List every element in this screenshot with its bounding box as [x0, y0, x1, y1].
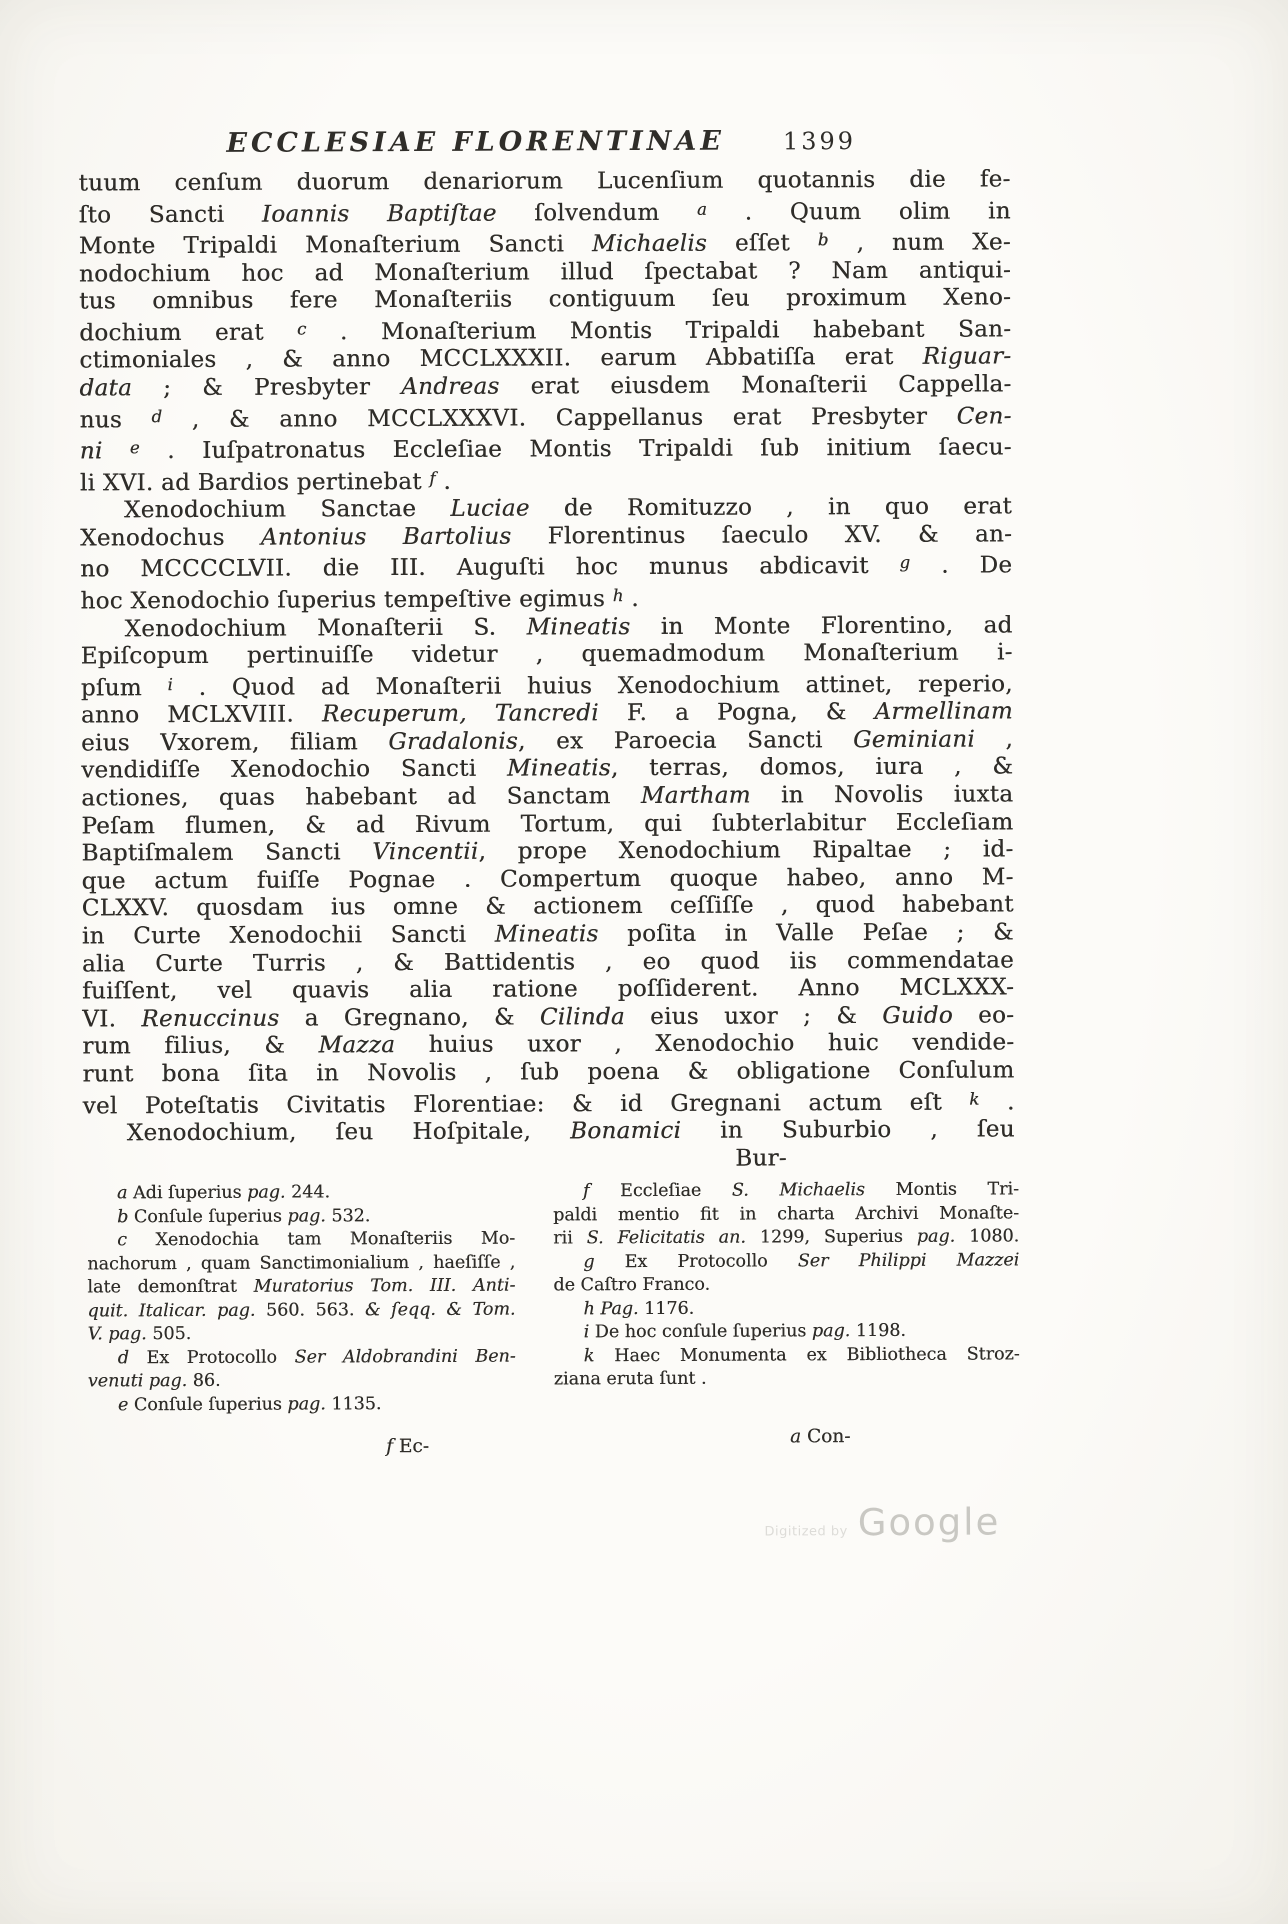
roman-text: in Suburbio , ſeu	[681, 1116, 1015, 1144]
roman-text: no MCCCCLVII. die III. Auguſti hoc munus abdicavit	[80, 553, 900, 583]
roman-text: ,	[974, 726, 1014, 753]
italic-text: Cen-	[956, 402, 1012, 430]
italic-text: pag.	[247, 1182, 286, 1203]
roman-text: VI.	[82, 1005, 142, 1033]
footnote-h	[553, 1296, 1019, 1322]
italic-text: Armellinam	[874, 698, 1013, 726]
text-line	[79, 371, 1011, 403]
text-line	[82, 1057, 1014, 1089]
italic-text: Antonius Bartolius	[260, 523, 512, 551]
italic-text: Cilinda	[539, 1003, 625, 1031]
roman-text: vendidiſſe Xenodochio Sancti	[81, 756, 508, 784]
roman-text: Xenodochium Sanctae	[123, 496, 451, 524]
roman-text: .	[979, 1088, 1015, 1116]
text-line	[87, 1298, 515, 1323]
roman-text: Conſule ſuperius	[128, 1206, 288, 1227]
italic-text: h	[583, 1298, 595, 1319]
roman-text: Peſam flumen, & ad Rivum Tortum, qui ſubterlabitur Eccleſiam	[81, 809, 1014, 840]
roman-text: erat eiusdem Monaſterii Cappella-	[499, 371, 1012, 400]
footnote-e	[88, 1392, 516, 1417]
roman-text: Xenodochium, ſeu Hoſpitale,	[126, 1118, 571, 1147]
roman-text: Baptiſmalem Sancti	[81, 839, 373, 867]
italic-text: Geminiani	[853, 726, 976, 753]
roman-text: li XVI. ad Bardios pertinebat	[79, 468, 430, 497]
text-line	[87, 1204, 515, 1229]
roman-text: F. a Pogna, &	[598, 699, 875, 727]
text-line	[553, 1178, 1019, 1204]
text-line	[81, 754, 1013, 786]
footnote-reference: d	[151, 406, 163, 426]
text-line	[554, 1319, 1020, 1345]
roman-text: .	[623, 585, 639, 613]
italic-text: Mazza	[318, 1032, 396, 1059]
roman-text: actiones, quas habebant ad Sanctam	[81, 783, 641, 812]
italic-text: k	[583, 1345, 595, 1366]
roman-text: dochium erat	[79, 319, 298, 347]
roman-text: rum filius, &	[82, 1032, 319, 1060]
text-line	[386, 1433, 429, 1461]
footnote-reference: g	[899, 553, 911, 573]
body-text	[79, 166, 1015, 1175]
roman-text: Florentinus ſaeculo XV. & an-	[511, 521, 1013, 550]
text-line	[80, 399, 1012, 435]
footnotes	[87, 1178, 1020, 1417]
roman-text: nus	[79, 406, 152, 434]
roman-text: eius uxor ; &	[624, 1002, 883, 1030]
italic-text: f	[582, 1181, 590, 1202]
roman-text: nachorum , quam Sanctimonialium , haeſiſſe ,	[87, 1252, 516, 1274]
text-line	[79, 257, 1011, 289]
text-line	[79, 166, 1011, 198]
text-line	[81, 699, 1013, 731]
italic-text: data	[79, 375, 133, 402]
roman-text: Eccleſiae	[589, 1180, 732, 1202]
text-line	[82, 892, 1014, 924]
roman-text: Ex Protocollo	[594, 1250, 798, 1272]
roman-text: 505.	[146, 1323, 192, 1345]
roman-text: . De	[910, 552, 1013, 580]
roman-text: , num Xe-	[828, 229, 1011, 257]
italic-text: f	[386, 1436, 394, 1458]
italic-text: Mineatis	[526, 613, 631, 641]
roman-text: de Romituzzo , in quo erat	[529, 493, 1013, 522]
roman-text: de Caſtro Franco.	[553, 1274, 711, 1296]
footnote-reference: e	[129, 438, 140, 458]
roman-text: Epiſcopum pertinuiſſe videtur , quemadmodum Monaſterium i-	[80, 639, 1013, 670]
text-line	[82, 1002, 1014, 1034]
paragraph	[80, 612, 1014, 1121]
roman-text: paldi mentio fit in charta Archivi Monaſte-	[553, 1202, 1020, 1225]
footnote-reference: h	[612, 586, 624, 606]
roman-text: ſolvendum	[496, 199, 698, 227]
roman-text: huius uxor , Xenodochio huic vendide-	[395, 1029, 1015, 1059]
text-line	[81, 726, 1013, 758]
text-line	[83, 1117, 1015, 1149]
italic-text: S. Michaelis	[731, 1180, 865, 1201]
footnote-reference: a	[696, 199, 708, 219]
watermark-brand: Google	[857, 1500, 1001, 1545]
footnote-reference: i	[167, 674, 174, 694]
roman-text: Conſule ſuperius	[128, 1394, 288, 1415]
italic-text: Ser Aldobrandini Ben-	[294, 1346, 516, 1368]
text-line	[79, 285, 1011, 317]
text-line	[81, 837, 1013, 869]
text-line	[80, 549, 1012, 585]
italic-text: Ioannis Baptiſtae	[261, 200, 497, 228]
text-line	[80, 612, 1012, 644]
roman-text: ziana eruta ſunt .	[553, 1368, 707, 1390]
text-line	[88, 1392, 516, 1417]
roman-text: rii	[553, 1228, 587, 1249]
roman-text: Bur-	[735, 1145, 787, 1172]
italic-text: Muratorius Tom. III. Anti-	[253, 1275, 516, 1297]
italic-text: Andreas	[401, 373, 500, 401]
text-line	[83, 1144, 1015, 1176]
roman-text: . Iuſpatronatus Eccleſiae Montis Tripaldi ſub initium ſaecu-	[139, 434, 1012, 465]
paragraph	[80, 494, 1013, 616]
roman-text: CLXXV. quosdam ius omne & actionem ceſſiſſe , quod habebant	[81, 891, 1014, 922]
text-line	[80, 431, 1012, 467]
roman-text: Ec-	[392, 1435, 430, 1458]
roman-text: 532.	[325, 1205, 371, 1226]
roman-text: De hoc conſule ſuperius	[589, 1321, 812, 1343]
italic-text: pag.	[287, 1205, 326, 1227]
paragraph	[79, 166, 1012, 497]
italic-text: pag.	[916, 1226, 956, 1247]
italic-text: pag.	[811, 1321, 851, 1342]
italic-text: S. Felicitatis an.	[586, 1227, 746, 1249]
text-line	[80, 580, 1012, 616]
italic-text: venuti pag.	[87, 1370, 188, 1392]
google-watermark	[764, 1500, 1000, 1544]
roman-text: eo-	[952, 1002, 1015, 1029]
italic-text: pag.	[287, 1393, 326, 1415]
italic-text: Recuperum, Tancredi	[321, 700, 599, 728]
roman-text	[102, 438, 129, 464]
text-line	[80, 462, 1012, 498]
roman-text: anno MCLXVIII.	[80, 701, 322, 729]
text-line	[82, 864, 1014, 896]
roman-text: 1198.	[850, 1320, 906, 1342]
italic-text: Gradalonis	[388, 728, 519, 755]
text-line	[79, 226, 1011, 262]
roman-text: , prope Xenodochium Ripaltae ; id-	[478, 836, 1014, 865]
roman-text: fuiſſent, vel quavis alia ratione poſſiderent. Anno MCLXXX-	[82, 974, 1015, 1005]
roman-text: in Curte Xenodochii Sancti	[81, 921, 495, 950]
italic-text: Michaelis	[591, 230, 708, 258]
italic-text: Martham	[640, 782, 751, 810]
footnotes-left-column	[87, 1181, 516, 1418]
text-line	[82, 947, 1014, 979]
italic-text: Mineatis	[506, 755, 611, 783]
text-line	[81, 640, 1013, 672]
italic-text: ni	[79, 438, 103, 465]
italic-text: Pag.	[600, 1298, 639, 1319]
italic-text: e	[117, 1394, 129, 1415]
roman-text: Monte Tripaldi Monaſterium Sancti	[78, 231, 593, 260]
running-title: ECCLESIAE FLORENTINAE	[226, 125, 725, 159]
italic-text: Bonamici	[570, 1117, 682, 1145]
roman-text: que actum fuiſſe Pognae . Compertum quoque habeo, anno M-	[81, 864, 1014, 895]
footnote-g	[553, 1249, 1019, 1298]
italic-text: Riguar-	[922, 343, 1012, 371]
roman-text: , ex Paroecia Sancti	[517, 726, 854, 755]
text-line	[88, 1369, 516, 1394]
page-header	[78, 124, 1010, 159]
roman-text: . Monaſterium Montis Tripaldi habebant San-	[306, 316, 1012, 346]
italic-text: quit. Italicar. pag.	[87, 1300, 256, 1321]
footnote-reference: b	[817, 230, 829, 250]
footnote-k	[554, 1343, 1020, 1392]
roman-text: ctimoniales , & anno MCCLXXXII. earum Abbatiſſa erat	[79, 344, 923, 374]
text-line	[790, 1423, 850, 1451]
text-line	[82, 975, 1014, 1007]
roman-text: 1135.	[325, 1393, 382, 1414]
roman-text: , terras, domos, iura , &	[610, 753, 1014, 782]
italic-text: Mineatis	[494, 921, 599, 948]
roman-text: runt bona ſita in Novolis , ſub poena & obligatione Conſulum	[82, 1057, 1015, 1088]
paragraph	[83, 1117, 1015, 1176]
footnote-reference: f	[429, 468, 436, 488]
roman-text: poſita in Valle Peſae ; &	[598, 919, 1014, 948]
roman-text: 86.	[187, 1370, 221, 1391]
watermark-prefix: Digitized by	[764, 1524, 848, 1540]
text-line	[87, 1181, 515, 1206]
roman-text: Con-	[801, 1426, 851, 1448]
roman-text: 244.	[285, 1182, 331, 1203]
footnote-f	[553, 1178, 1019, 1251]
roman-text: hoc Xenodochio ſuperius tempeſtive egimus	[80, 586, 613, 615]
italic-text: c	[117, 1230, 128, 1251]
text-line	[554, 1366, 1020, 1392]
roman-text: Xenodochium Monaſterii S.	[124, 614, 527, 642]
footnote-a	[87, 1181, 515, 1206]
text-line	[81, 809, 1013, 841]
roman-text: 1080.	[955, 1226, 1020, 1247]
footnote-i	[554, 1319, 1020, 1345]
catchword-right	[790, 1423, 850, 1451]
footnote-d	[88, 1345, 516, 1394]
text-line	[553, 1225, 1019, 1251]
footnote-c	[87, 1228, 516, 1347]
italic-text: Ser Philippi Mazzei	[797, 1249, 1020, 1271]
italic-text: Renuccinus	[141, 1005, 280, 1032]
text-line	[82, 919, 1014, 951]
roman-text: .	[435, 468, 452, 495]
text-line	[80, 521, 1012, 553]
roman-text: in Novolis iuxta	[750, 781, 1014, 809]
footnote-reference: k	[969, 1089, 980, 1109]
text-line	[88, 1322, 516, 1347]
roman-text: eius Vxorem, filiam	[80, 728, 389, 757]
text-line	[83, 1085, 1015, 1121]
roman-text: Xenodochus	[80, 524, 261, 552]
text-line	[82, 1030, 1014, 1062]
text-line	[553, 1296, 1019, 1322]
roman-text: Adi ſuperius	[127, 1182, 248, 1204]
italic-text: Vincentii	[372, 838, 479, 866]
roman-text: 1176.	[638, 1298, 695, 1319]
footnotes-right-column	[553, 1178, 1020, 1415]
italic-text: g	[583, 1251, 595, 1272]
roman-text: Montis Tri-	[864, 1179, 1020, 1201]
roman-text: nodochium hoc ad Monaſterium illud ſpectabat ? Nam antiqui-	[78, 257, 1012, 288]
roman-text: eſſet	[707, 230, 818, 257]
footnote-reference: c	[296, 319, 307, 339]
text-line	[553, 1249, 1019, 1275]
roman-text: in Monte Florentino, ad	[630, 611, 1013, 640]
text-line	[79, 312, 1011, 348]
roman-text: tuum cenſum duorum denariorum Lucenſium quotannis die fe-	[78, 166, 1011, 197]
roman-text: , & anno MCCLXXXVI. Cappellanus erat Presbyter	[162, 403, 957, 433]
text-line	[553, 1272, 1019, 1298]
roman-text: alia Curte Turris , & Battidentis , eo quod iis commendatae	[81, 946, 1015, 978]
roman-text: a Gregnano, &	[279, 1004, 540, 1032]
italic-text: Luciae	[450, 495, 530, 523]
text-line	[79, 344, 1011, 376]
roman-text: . Quum olim in	[707, 197, 1011, 226]
text-line	[87, 1251, 515, 1276]
roman-text: tus omnibus fere Monaſteriis contiguum ſeu proximum Xeno-	[79, 284, 1012, 315]
footnote-b	[87, 1204, 515, 1229]
roman-text: vel Poteſtatis Civitatis Florentiae: & id Gregnani actum eſt	[82, 1089, 970, 1119]
roman-text: pſum	[80, 674, 168, 702]
italic-text: V. pag.	[87, 1324, 147, 1345]
text-line	[554, 1343, 1020, 1369]
text-line	[79, 194, 1011, 230]
roman-text: late demonſtrat	[87, 1276, 254, 1298]
roman-text: 560. 563.	[255, 1299, 366, 1321]
text-line	[553, 1202, 1019, 1228]
roman-text: 1299, Superius	[745, 1226, 917, 1248]
italic-text: & ſeqq. & Tom.	[364, 1299, 516, 1320]
roman-text: ſto Sancti	[78, 201, 262, 229]
text-line	[88, 1345, 516, 1370]
roman-text: ; & Presbyter	[132, 374, 402, 402]
text-line	[81, 781, 1013, 813]
italic-text: a	[790, 1426, 802, 1448]
catchword-left	[386, 1433, 429, 1461]
italic-text: b	[117, 1206, 129, 1227]
italic-text: Guido	[882, 1002, 953, 1029]
page-number: 1399	[782, 127, 857, 156]
roman-text: Ex Protocollo	[128, 1347, 295, 1368]
roman-text: . Quod ad Monaſterii huius Xenodochium attinet, reperio,	[172, 671, 1013, 701]
italic-text: a	[116, 1183, 128, 1204]
text-line	[80, 494, 1012, 526]
italic-text: i	[583, 1322, 590, 1343]
text-line	[87, 1228, 515, 1253]
text-line	[81, 667, 1013, 703]
roman-text: Xenodochia tam Monaſteriis Mo-	[126, 1228, 516, 1251]
italic-text: d	[117, 1347, 129, 1368]
text-line	[87, 1275, 515, 1300]
roman-text: Haec Monumenta ex Bibliotheca Stroz-	[594, 1343, 1020, 1366]
